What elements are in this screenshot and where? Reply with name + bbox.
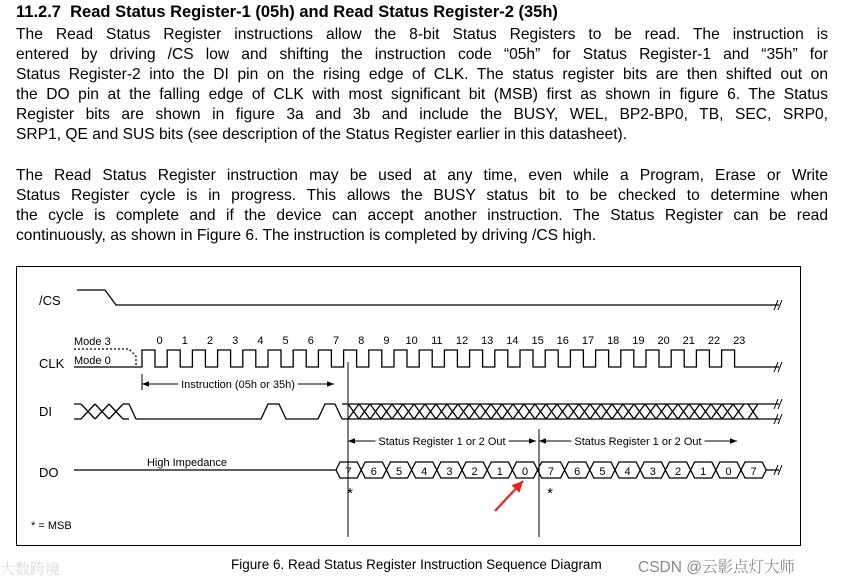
di-dont-care-x bbox=[392, 404, 403, 419]
di-dont-care-x bbox=[667, 404, 678, 419]
di-dont-care-x bbox=[513, 404, 524, 419]
do-bit-2: 2 bbox=[471, 466, 478, 478]
do-bit-2: 2 bbox=[674, 466, 682, 478]
paragraph-line: SRP1, QE and SUS bits (see description of the Status Register earlier in this datasheet). bbox=[16, 126, 628, 143]
section-title: Read Status Register-1 (05h) and Read Status Register-2 (35h) bbox=[70, 3, 558, 21]
do-bit-0: 0 bbox=[725, 466, 732, 478]
do-bit-3: 3 bbox=[649, 466, 656, 478]
clock-number-18: 18 bbox=[607, 335, 620, 347]
di-dont-care-x bbox=[81, 404, 95, 419]
cs-waveform bbox=[77, 290, 779, 305]
status-out-label: Status Register 1 or 2 Out bbox=[378, 436, 506, 448]
clock-number-5: 5 bbox=[282, 335, 289, 347]
msb-marker: * bbox=[347, 485, 353, 502]
clock-number-8: 8 bbox=[358, 335, 365, 347]
clock-number-22: 22 bbox=[707, 335, 721, 347]
di-dont-care-x bbox=[579, 404, 590, 419]
di-dont-care-x bbox=[612, 404, 623, 419]
paragraph-line: entered by driving /CS low and shifting the instruction code “05h” for Status Register-1 and “35h” for bbox=[16, 46, 828, 63]
do-bit-6: 6 bbox=[574, 466, 581, 478]
di-dont-care-x bbox=[458, 404, 469, 419]
signal-label-di: DI bbox=[39, 404, 52, 419]
clock-number-23: 23 bbox=[733, 335, 746, 347]
di-dont-care-x bbox=[623, 404, 634, 419]
di-dont-care-x bbox=[557, 404, 568, 419]
di-dont-care-x bbox=[436, 404, 447, 419]
di-dont-care-x bbox=[568, 404, 579, 419]
clock-number-10: 10 bbox=[405, 335, 418, 347]
di-dont-care-x bbox=[370, 404, 381, 419]
watermark-right: CSDN @云影点灯大师 bbox=[638, 559, 795, 576]
clk-waveform bbox=[136, 350, 779, 367]
di-dont-care-x bbox=[95, 404, 109, 419]
di-dont-care-x bbox=[656, 404, 667, 419]
di-dont-care-x bbox=[733, 404, 744, 419]
di-dont-care-x bbox=[109, 404, 123, 419]
clock-number-11: 11 bbox=[431, 335, 443, 347]
do-bit-7: 7 bbox=[345, 466, 352, 478]
di-dont-care-x bbox=[414, 404, 425, 419]
di-dont-care-x bbox=[491, 404, 502, 419]
clock-number-1: 1 bbox=[181, 335, 188, 347]
do-bit-4: 4 bbox=[624, 466, 631, 478]
clock-number-15: 15 bbox=[531, 335, 544, 347]
signal-label-do: DO bbox=[39, 465, 59, 480]
di-last-edge bbox=[335, 404, 342, 419]
clock-number-20: 20 bbox=[657, 335, 670, 347]
di-dont-care-x bbox=[359, 404, 370, 419]
di-dont-care-x bbox=[748, 404, 758, 419]
do-bit-1: 1 bbox=[700, 466, 707, 478]
di-dont-care-x bbox=[546, 404, 557, 419]
do-bit-3: 3 bbox=[446, 466, 453, 478]
di-dont-care-x bbox=[480, 404, 491, 419]
paragraph-line: The Read Status Register instruction may be used at any time, even while a Program, Erase or Write bbox=[16, 167, 828, 184]
high-impedance-label: High Impedance bbox=[146, 457, 228, 469]
timing-diagram-svg bbox=[17, 267, 802, 547]
clock-number-17: 17 bbox=[581, 335, 595, 347]
paragraph-line: the DO pin at the falling edge of CLK with most significant bit (MSB) first as shown in figure 6. The Status bbox=[16, 86, 828, 103]
di-dont-care-x bbox=[645, 404, 656, 419]
clock-number-16: 16 bbox=[556, 335, 569, 347]
mode-0-label: Mode 0 bbox=[74, 355, 111, 367]
timing-diagram bbox=[16, 266, 801, 546]
do-bit-7: 7 bbox=[750, 466, 757, 478]
di-dont-care-x bbox=[502, 404, 513, 419]
do-bit-1: 1 bbox=[496, 466, 503, 478]
di-dont-care-x bbox=[722, 404, 733, 419]
clock-number-0: 0 bbox=[156, 335, 163, 347]
di-dont-care-x bbox=[535, 404, 546, 419]
do-bit-6: 6 bbox=[370, 466, 377, 478]
msb-legend: * = MSB bbox=[31, 520, 72, 532]
signal-label-clk: CLK bbox=[39, 356, 65, 371]
clock-number-3: 3 bbox=[232, 335, 239, 347]
highlight-arrow bbox=[495, 481, 523, 511]
di-dont-care-x bbox=[447, 404, 458, 419]
do-bit-4: 4 bbox=[421, 466, 428, 478]
di-dont-care-x bbox=[590, 404, 601, 419]
msb-marker: * bbox=[547, 485, 553, 502]
mode-3-label: Mode 3 bbox=[74, 336, 111, 348]
di-instruction-bits bbox=[123, 404, 335, 419]
di-dont-care-x bbox=[711, 404, 722, 419]
clock-number-12: 12 bbox=[455, 335, 469, 347]
description-paragraph-1 bbox=[16, 25, 828, 145]
paragraph-line: Status Register cycle is in progress. This allows the BUSY status bit to be checked to determine when bbox=[16, 187, 828, 204]
di-dont-care-x bbox=[348, 404, 359, 419]
signal-label-cs: /CS bbox=[39, 293, 61, 308]
paragraph-line: Register bits are shown in figure 3a and 3b and include the BUSY, WEL, BP2-BP0, TB, SEC, SRP0, bbox=[16, 106, 828, 123]
do-bit-5: 5 bbox=[395, 466, 403, 478]
clock-number-9: 9 bbox=[383, 335, 390, 347]
clock-number-2: 2 bbox=[206, 335, 214, 347]
clock-number-13: 13 bbox=[481, 335, 494, 347]
clock-number-21: 21 bbox=[682, 335, 695, 347]
di-dont-care-x bbox=[700, 404, 711, 419]
di-dont-care-x bbox=[689, 404, 700, 419]
di-dont-care-x bbox=[381, 404, 392, 419]
di-dont-care-x bbox=[425, 404, 436, 419]
do-bit-0: 0 bbox=[521, 466, 529, 478]
section-number: 11.2.7 bbox=[16, 3, 61, 21]
clock-number-7: 7 bbox=[332, 335, 340, 347]
status-out-label: Status Register 1 or 2 Out bbox=[574, 436, 702, 448]
di-dont-care-x bbox=[678, 404, 689, 419]
do-bit-7: 7 bbox=[548, 466, 555, 478]
do-bit-5: 5 bbox=[599, 466, 606, 478]
di-dont-care-x bbox=[601, 404, 612, 419]
instruction-label: Instruction (05h or 35h) bbox=[181, 379, 295, 391]
di-dont-care-x bbox=[634, 404, 645, 419]
di-dont-care-x bbox=[524, 404, 535, 419]
clock-number-19: 19 bbox=[632, 335, 645, 347]
watermark-left: 大数跨境 bbox=[0, 561, 61, 578]
paragraph-line: continuously, as shown in Figure 6. The instruction is completed by driving /CS high. bbox=[16, 227, 597, 244]
di-preamble bbox=[74, 404, 81, 419]
paragraph-line: the cycle is complete and if the device can accept another instruction. The Status Register can be read bbox=[16, 207, 828, 224]
di-dont-care-x bbox=[403, 404, 414, 419]
section-heading bbox=[16, 3, 558, 22]
description-paragraph-2 bbox=[16, 166, 828, 246]
clock-number-14: 14 bbox=[506, 335, 519, 347]
clock-number-4: 4 bbox=[257, 335, 264, 347]
paragraph-line: Status Register-2 into the DI pin on the rising edge of CLK. The status register bits are then shifted out on bbox=[16, 66, 828, 83]
paragraph-line: The Read Status Register instructions allow the 8-bit Status Registers to be read. The instruction is bbox=[16, 26, 828, 43]
di-dont-care-x bbox=[469, 404, 480, 419]
clock-number-6: 6 bbox=[307, 335, 314, 347]
figure-caption: Figure 6. Read Status Register Instruction Sequence Diagram bbox=[231, 557, 602, 572]
